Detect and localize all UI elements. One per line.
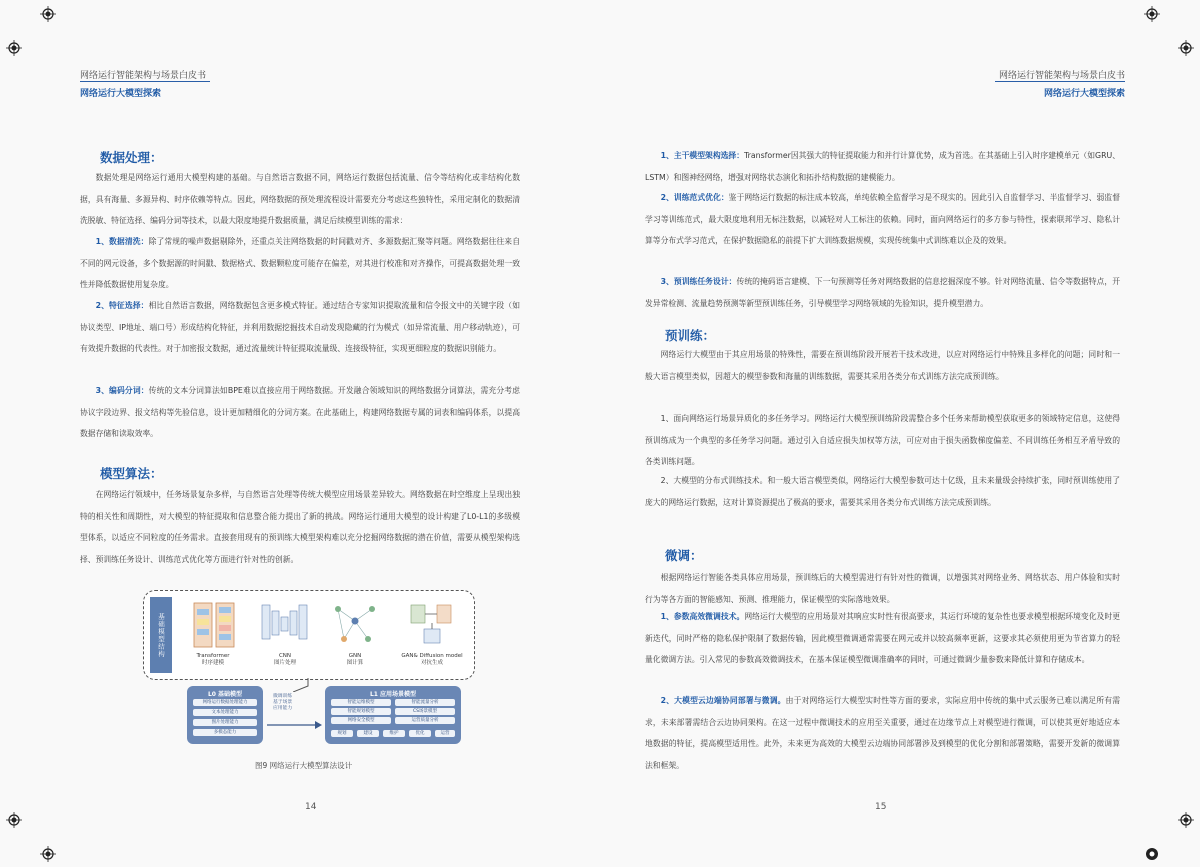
- right-page: [600, 0, 1200, 867]
- paragraph-item: [645, 187, 1120, 252]
- page-number: 15: [875, 802, 887, 812]
- model-cnn: [254, 599, 316, 669]
- section-heading-data-processing: 数据处理：: [100, 150, 163, 165]
- base-model-structure-panel: [143, 590, 475, 680]
- item-keyword: 1、参数高效微调技术。: [660, 612, 745, 621]
- item-text: 网络运行大模型的应用场景对其响应实时性有很高要求，其运行环境的复杂性也要求模型根据环境变化及时更新迭代，同时严格的隐私保护限制了数据传输，因此模型微调通常需要在网元或并以较高频率更新，这要求其必须使用更为节省算力的轻量化微调方法。引入常见的参数高效微调技术，在基本保证模型微调准确率的同时，可通过微调少量参数来降低计算和存储成本。: [645, 612, 1120, 664]
- l1-cell: 运营质量分析: [395, 717, 455, 724]
- header-title: 网络运行智能架构与场景白皮书: [80, 71, 207, 81]
- item-keyword: 3、编码分词：: [95, 386, 149, 395]
- l1-application-model-box: [325, 686, 461, 744]
- l0-cell: 多模态能力: [193, 729, 257, 736]
- paragraph: 根据网络运行智能各类具体应用场景，预训练后的大模型需进行有针对性的微调，以增强其对网络业务、网络状态、用户体验和实时行为等各方面的智能感知、预测、推理能力，保证模型的实际落地效果。: [645, 573, 1120, 604]
- l1-cell: 智能流量分析: [395, 699, 455, 706]
- arrow-label: 微调训练 基于场景 应用能力: [273, 694, 293, 711]
- connector-line: [293, 678, 323, 692]
- l1-title: L1 应用场景模型: [369, 691, 417, 698]
- paragraph-item: [80, 380, 520, 445]
- l0-title: L0 基础模型: [207, 691, 243, 698]
- item-keyword: 2、大模型云边端协同部署与微调。: [660, 696, 786, 705]
- model-sub: 图计算: [346, 660, 364, 666]
- paragraph-item: [80, 231, 520, 296]
- section-heading-finetuning: 微调：: [665, 548, 703, 563]
- item-text: 鉴于网络运行数据的标注成本较高，单纯依赖全监督学习是不现实的。因此引入自监督学习、半监督学习、弱监督学习等训练范式，最大限度地利用无标注数据，以减轻对人工标注的依赖。同时，面向网络运行的多方参与特性，探索联邦学习、隐私计算等分布式学习范式，在保护数据隐私的前提下扩大训练数据规模，实现传统集中式训练难以企及的效果。: [645, 193, 1120, 245]
- model-sub: 时序建模: [201, 660, 224, 666]
- paragraph-item: [645, 145, 1120, 188]
- model-sub: 图片处理: [273, 660, 296, 666]
- paragraph: 在网络运行领域中，任务场景复杂多样，与自然语言处理等传统大模型应用场景差异较大。网络数据在时空维度上呈现出独特的相关性和周期性，对大模型的特征提取和信息整合能力提出了新的挑战。网络运行通用大模型的设计构建了L0-L1的多级模型体系，以适应不同粒度的任务需求。直接套用现有的预训练大模型架构难以充分挖掘网络数据的潜在价值，需要从模型架构选择、预训练任务设计、训练范式优化等方面进行针对性的创新。: [80, 490, 520, 564]
- arrow-right-icon: [267, 720, 323, 730]
- model-name: GNN: [348, 653, 362, 659]
- l0-cell: 文本处理能力: [193, 709, 257, 716]
- l1-cell: 网络安全模型: [331, 717, 391, 724]
- l1-cell: CS场景模型: [395, 708, 455, 715]
- figure-caption: 图9 网络运行大模型算法设计: [255, 761, 353, 770]
- header-title: 网络运行智能架构与场景白皮书: [998, 71, 1125, 81]
- header-rule: [995, 81, 1125, 82]
- figure-sidebar-label: 基础模型结构: [150, 597, 172, 673]
- paragraph-item: [645, 690, 1120, 776]
- figure-algorithm-design: [143, 590, 473, 750]
- item-text: 相比自然语言数据，网络数据包含更多模式特征。通过结合专家知识提取流量和信令报文中的关键字段（如协议类型、IP地址、端口号）形成结构化特征，并利用数据挖掘技术自动发现隐藏的行为模式（如异常流量、用户移动轨迹），可有效提升数据的代表性。对于加密报文数据，通过流量统计特征提取流量级、连接级特征，实现更细粒度的数据识别能力。: [80, 301, 520, 353]
- model-gan-diffusion: [396, 599, 468, 669]
- model-name: GAN& Diffusion model: [401, 653, 463, 659]
- transformer-diagram-icon: [188, 599, 238, 651]
- item-keyword: 1、主干模型架构选择：: [660, 151, 745, 160]
- gnn-diagram-icon: [330, 599, 380, 651]
- l0-cell: 网络运行数据处理能力: [193, 699, 257, 706]
- paragraph-item: 2、大模型的分布式训练技术。和一般大语言模型类似，网络运行大模型参数可达十亿级，且未来量级会持续扩张，同时预训练使用了庞大的网络运行数据，这对计算资源提出了极高的要求，需要其采用各类分布式训练方法完成预训练。: [645, 476, 1120, 507]
- item-keyword: 3、预训练任务设计：: [660, 277, 737, 286]
- l1-bottom-cell: 规划: [331, 730, 353, 737]
- l1-bottom-cell: 维护: [383, 730, 405, 737]
- l1-bottom-cell: 运营: [435, 730, 455, 737]
- cnn-diagram-icon: [260, 599, 310, 651]
- paragraph-item: [645, 271, 1120, 314]
- l1-bottom-cell: 优化: [409, 730, 431, 737]
- section-heading-pretraining: 预训练：: [665, 328, 716, 343]
- paragraph-item: 1、面向网络运行场景异质化的多任务学习。网络运行大模型预训练阶段需整合多个任务来帮助模型获取更多的领域特定信息，这使得预训练成为一个典型的多任务学习问题。通过引入自适应损失加权等方法，可应对由于损失函数梯度偏差、不同训练任务相互矛盾导致的各类训练问题。: [645, 414, 1120, 466]
- l1-cell: 智能规划模型: [331, 708, 391, 715]
- item-text: 传统的文本分词算法如BPE难以直接应用于网络数据。开发融合领域知识的网络数据分词算法，需充分考虑协议字段边界、报文结构等先验信息，设计更加精细化的分词方案。在此基础上，构建网络数据专属的词表和编码体系，以提高数据存储和读取效率。: [80, 386, 520, 438]
- header-subtitle: 网络运行大模型探索: [80, 89, 162, 99]
- header-subtitle: 网络运行大模型探索: [1043, 89, 1125, 99]
- item-text: 由于对网络运行大模型实时性等方面的要求，实际应用中传统的集中式云服务已难以满足所有需求，未来部署需结合云边协同架构。在这一过程中微调技术的应用至关重要，通过在边缘节点上对模型进行微调，可以使其更好地适应本地数据的特征，提高模型适用性。此外，未来更为高效的大模型云边端协同部署涉及到模型的优化分割和部署策略，需要开发新的微调算法和框架。: [645, 696, 1120, 770]
- paragraph-item: [80, 295, 520, 360]
- item-keyword: 1、数据清洗：: [95, 237, 149, 246]
- gan-diagram-icon: [407, 599, 457, 651]
- item-text: Transformer因其强大的特征提取能力和并行计算优势，成为首选。在其基础上引入时序建模单元（如GRU、LSTM）和图神经网络，增强对网络状态演化和拓扑结构数据的建模能力。: [645, 151, 1120, 182]
- model-name: CNN: [278, 653, 292, 659]
- l1-cell: 智能运维模型: [331, 699, 391, 706]
- paragraph-item: [645, 606, 1120, 671]
- paragraph: 数据处理是网络运行通用大模型构建的基础。与自然语言数据不同，网络运行数据包括流量、信令等结构化或非结构化数据，具有海量、多源异构、时序依赖等特点。因此，网络数据的预处理流程设计需要充分考虑这些独特性，采用定制化的数据清洗脱敏、特征选择、编码分词等技术，以最大限度地提升数据质量，满足后续模型训练的需求：: [80, 173, 520, 225]
- model-sub: 对抗生成: [420, 660, 443, 666]
- header-rule: [80, 81, 210, 82]
- item-keyword: 2、训练范式优化：: [660, 193, 729, 202]
- paragraph: 网络运行大模型由于其应用场景的特殊性，需要在预训练阶段开展若干技术改进，以应对网络运行中特殊且多样化的问题；同时和一般大语言模型类似，因超大的模型参数和海量的训练数据，需要其采用各类分布式训练方法完成预训练。: [645, 350, 1120, 381]
- page-number: 14: [305, 802, 317, 812]
- item-keyword: 2、特征选择：: [95, 301, 149, 310]
- item-text: 传统的掩码语言建模、下一句预测等任务对网络数据的信息挖掘深度不够。针对网络流量、信令等数据特点，开发异常检测、流量趋势预测等新型预训练任务，引导模型学习网络领域的先验知识，提升模型潜力。: [645, 277, 1120, 308]
- l1-bottom-cell: 建设: [357, 730, 379, 737]
- section-heading-model-algorithm: 模型算法：: [100, 466, 163, 481]
- model-name: Transformer: [196, 653, 230, 659]
- l0-base-model-box: [187, 686, 263, 744]
- model-transformer: [182, 599, 244, 669]
- l0-cell: 图片处理能力: [193, 719, 257, 726]
- item-text: 除了常规的噪声数据剔除外，还重点关注网络数据的时间戳对齐、多源数据汇聚等问题。网络数据往往来自不同的网元设备，多个数据源的时间戳、数据格式、数据颗粒度可能存在偏差，对其进行校准和对齐操作，可提高数据处理一致性并降低数据使用复杂度。: [80, 237, 520, 289]
- model-gnn: [324, 599, 386, 669]
